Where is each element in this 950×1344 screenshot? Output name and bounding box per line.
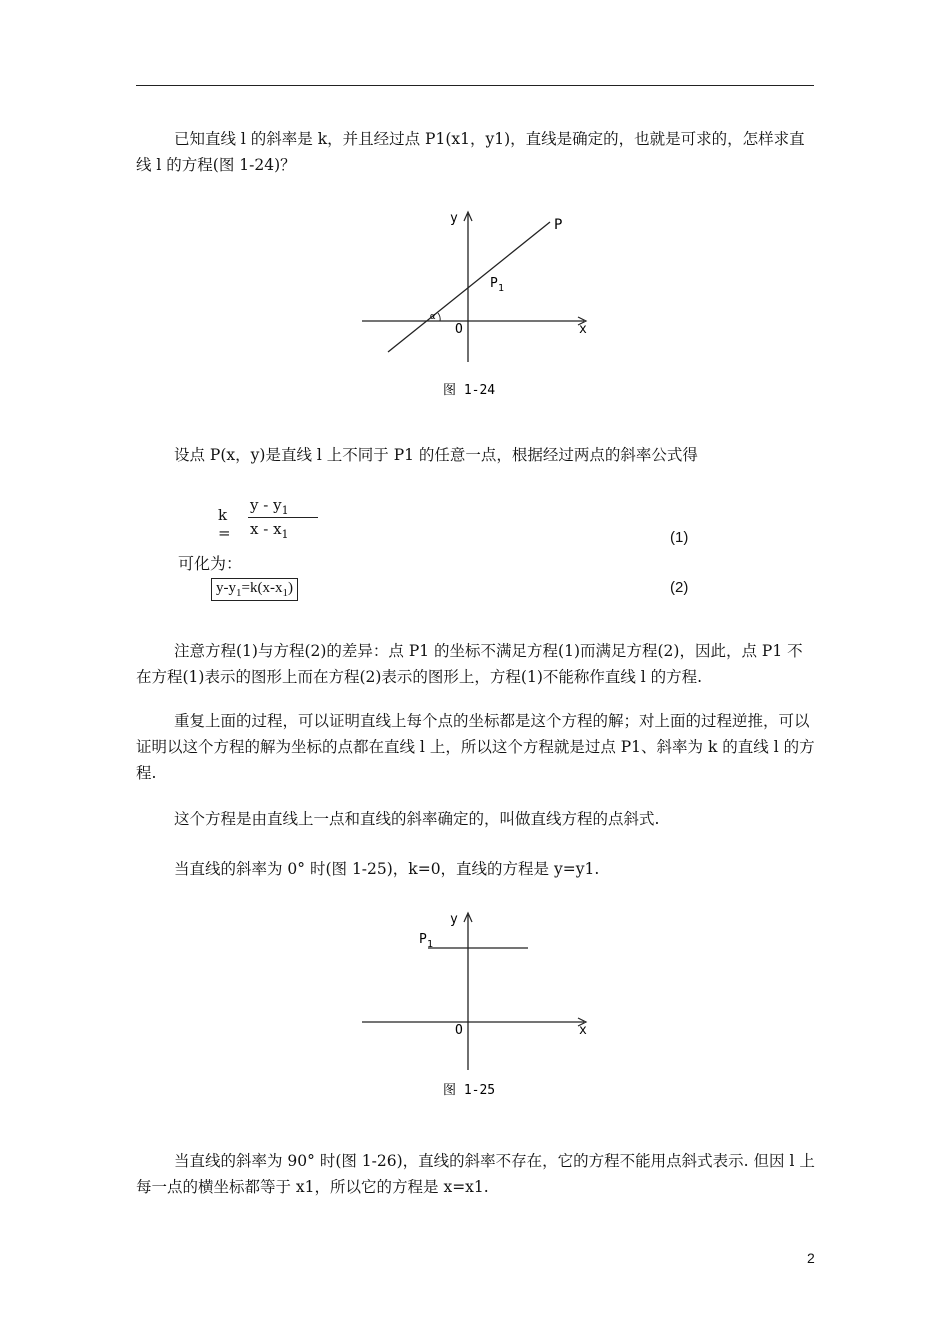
- x-axis-label: x: [579, 322, 587, 337]
- formula-2-boxed: $y-y_1=k(x-x_1)$: [211, 578, 298, 601]
- equation-number-1: (1): [670, 529, 689, 546]
- y-axis-label: y: [450, 211, 458, 226]
- point-p1-subscript: 1: [427, 939, 434, 950]
- paragraph-proof: 重复上面的过程，可以证明直线上每个点的坐标都是这个方程的解；对上面的过程逆推，可以证明以这个方程的解为坐标的点都在直线 l 上，所以这个方程就是过点 P1、斜率为 k 的直线 l 的方程.: [136, 712, 815, 782]
- page-number: 2: [807, 1250, 815, 1266]
- sloped-line: [388, 222, 550, 352]
- paragraph-point-slope: 这个方程是由直线上一点和直线的斜率确定的，叫做直线方程的点斜式.: [174, 810, 660, 828]
- formula-numerator: y - $y_1$: [250, 496, 289, 517]
- origin-label: O: [455, 1023, 463, 1038]
- origin-label: O: [455, 322, 463, 337]
- y-axis-label: y: [450, 912, 458, 927]
- point-p1-label: P: [419, 932, 427, 947]
- point-p-label: P: [554, 217, 563, 233]
- formula-transition-label: 可化为：: [178, 554, 243, 573]
- figure-1-25: [340, 905, 620, 1109]
- x-axis-label: x: [579, 1023, 587, 1038]
- header-rule: [136, 85, 814, 86]
- point-p1-subscript: 1: [498, 283, 505, 294]
- equation-number-2: (2): [670, 579, 689, 596]
- paragraph-slope-zero: 当直线的斜率为 0° 时(图 1-25)，k=0，直线的方程是 y=y1.: [174, 860, 600, 878]
- formula-lhs: k =: [218, 506, 231, 542]
- formula-denominator: x - $x_1$: [250, 520, 289, 541]
- paragraph-setup: 设点 P(x，y)是直线 l 上不同于 P1 的任意一点，根据经过两点的斜率公式得: [174, 446, 698, 464]
- paragraph-difference: 注意方程(1)与方程(2)的差异：点 P1 的坐标不满足方程(1)而满足方程(2)，因此，点 P1 不在方程(1)表示的图形上而在方程(2)表示的图形上，方程(1)不能称作直线 l 的方程.: [136, 642, 803, 686]
- angle-alpha-label: α: [430, 312, 436, 322]
- paragraph-slope-ninety: 当直线的斜率为 90° 时(图 1-26)，直线的斜率不存在，它的方程不能用点斜式表示. 但因 l 上每一点的横坐标都等于 x1，所以它的方程是 x=x1.: [136, 1152, 815, 1196]
- figure-caption: 图 1-25: [443, 1083, 496, 1098]
- point-p1-label: P: [490, 276, 498, 291]
- paragraph-intro: 已知直线 l 的斜率是 k，并且经过点 P1(x1，y1)，直线是确定的，也就是可求的，怎样求直线 l 的方程(图 1-24)？: [136, 130, 805, 174]
- fraction-bar: [248, 517, 318, 518]
- figure-1-24: [340, 200, 620, 409]
- figure-caption: 图 1-24: [443, 383, 496, 398]
